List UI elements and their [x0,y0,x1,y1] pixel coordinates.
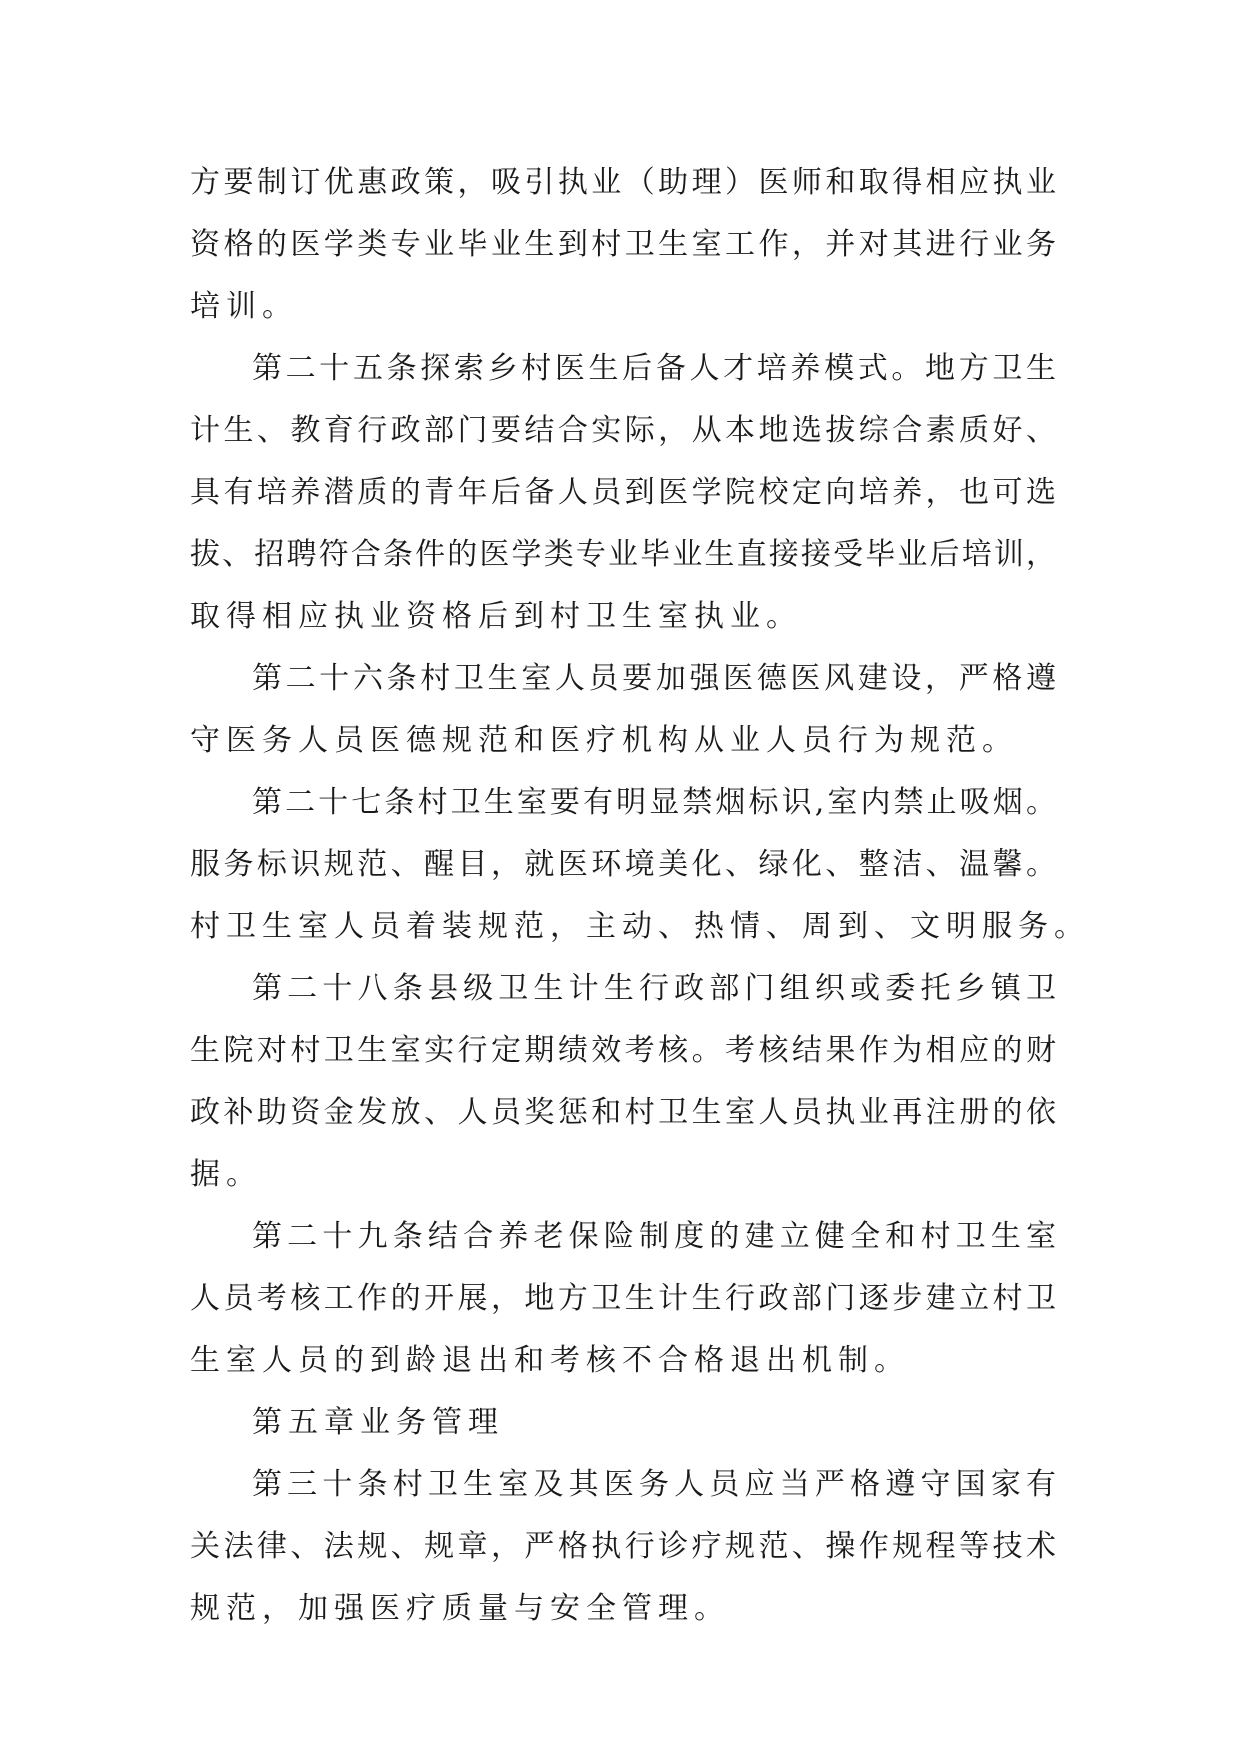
document-body [190,152,1090,1640]
text-line: 资格的医学类专业毕业生到村卫生室工作，并对其进行业务 [190,227,1056,262]
paragraph-article-27 [190,772,1090,958]
text-line: 生室人员的到龄退出和考核不合格退出机制。 [190,1343,910,1378]
chapter-heading [190,1392,1056,1454]
text-line: 方要制订优惠政策，吸引执业（助理）医师和取得相应执业 [190,165,1056,200]
paragraph-article-25 [190,338,1056,648]
text-line: 第二十八条县级卫生计生行政部门组织或委托乡镇卫 [252,971,1056,1006]
text-line: 人员考核工作的开展，地方卫生计生行政部门逐步建立村卫 [190,1281,1056,1316]
paragraph-article-28 [190,958,1056,1206]
chapter-title: 第五章业务管理 [252,1405,504,1440]
text-line: 第二十九条结合养老保险制度的建立健全和村卫生室 [252,1219,1056,1254]
text-line: 村卫生室人员着装规范，主动、热情、周到、文明服务。 [190,909,1090,944]
text-line: 计生、教育行政部门要结合实际，从本地选拔综合素质好、 [190,413,1056,448]
text-line: 守医务人员医德规范和医疗机构从业人员行为规范。 [190,723,1018,758]
text-line: 服务标识规范、醒目，就医环境美化、绿化、整洁、温馨。 [190,847,1056,882]
text-line: 拔、招聘符合条件的医学类专业毕业生直接接受毕业后培训， [190,537,1056,572]
paragraph-article-30 [190,1454,1056,1640]
text-line: 关法律、法规、规章，严格执行诊疗规范、操作规程等技术 [190,1529,1056,1564]
text-line: 政补助资金发放、人员奖惩和村卫生室人员执业再注册的依 [190,1095,1056,1130]
text-line: 据。 [190,1157,262,1192]
paragraph-article-26 [190,648,1056,772]
text-line: 第二十七条村卫生室要有明显禁烟标识,室内禁止吸烟。 [252,785,1056,820]
text-line: 培训。 [190,289,298,324]
text-line: 规范，加强医疗质量与安全管理。 [190,1591,730,1626]
text-line: 第二十五条探索乡村医生后备人才培养模式。地方卫生 [252,351,1056,386]
text-line: 生院对村卫生室实行定期绩效考核。考核结果作为相应的财 [190,1033,1056,1068]
text-line: 第二十六条村卫生室人员要加强医德医风建设，严格遵 [252,661,1056,696]
text-line: 具有培养潜质的青年后备人员到医学院校定向培养，也可选 [190,475,1056,510]
paragraph-continuation [190,152,1056,338]
paragraph-article-29 [190,1206,1056,1392]
text-line: 第三十条村卫生室及其医务人员应当严格遵守国家有 [252,1467,1056,1502]
text-line: 取得相应执业资格后到村卫生室执业。 [190,599,802,634]
